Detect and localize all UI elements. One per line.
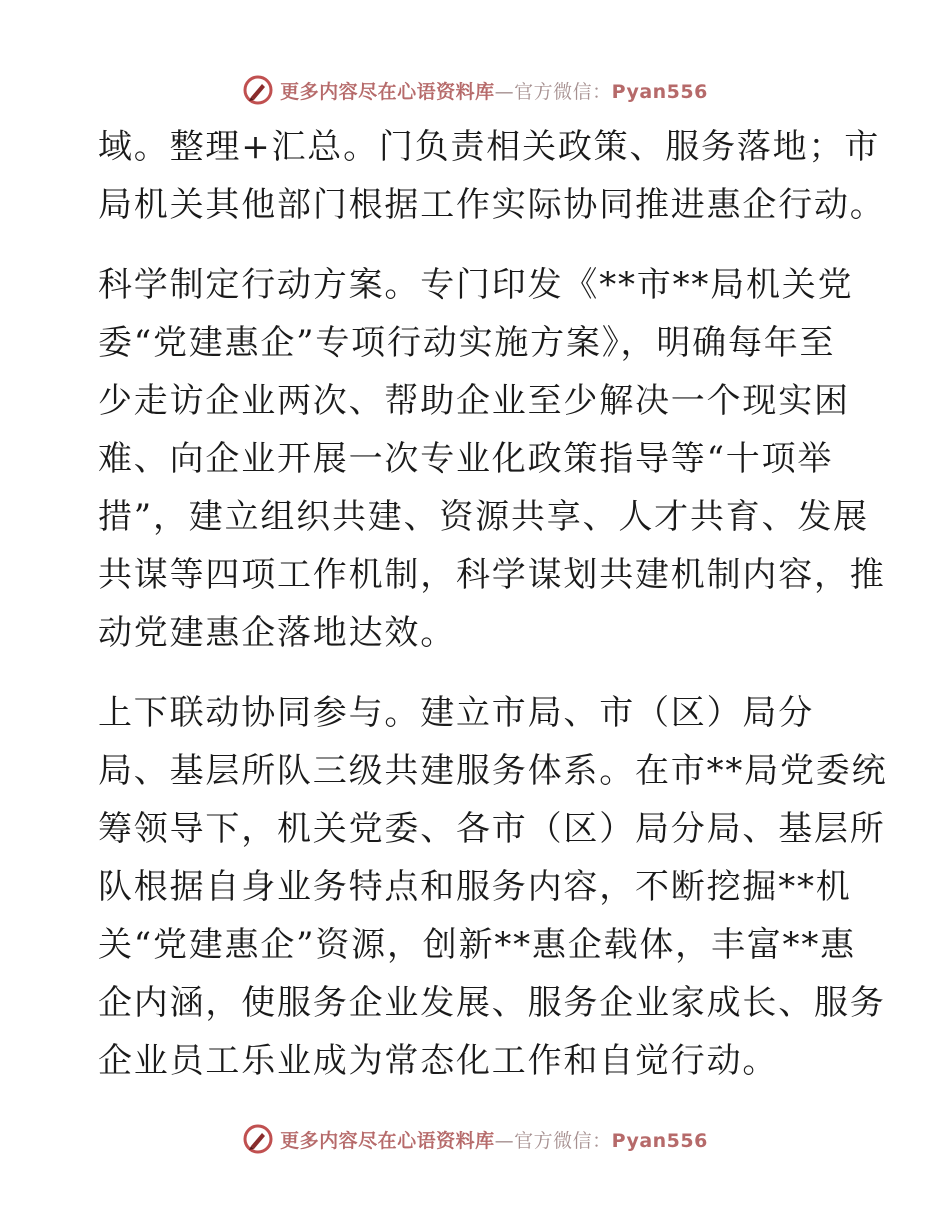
text-line: 筹领导下，机关党委、各市（区）局分局、基层所 xyxy=(98,809,886,849)
text-line: 局、基层所队三级共建服务体系。在市**局党委统 xyxy=(98,751,888,791)
watermark-main-text: 更多内容尽在心语资料库 xyxy=(280,80,495,103)
paragraph-2 xyxy=(98,256,886,662)
paragraph-1 xyxy=(98,118,886,234)
pen-logo-icon xyxy=(242,1123,274,1155)
watermark-sub-text: 官方微信： xyxy=(514,1129,612,1152)
document-body xyxy=(98,118,888,1090)
text-line: 企内涵，使服务企业发展、服务企业家成长、服务 xyxy=(98,983,886,1023)
text-line: 局机关其他部门根据工作实际协同推进惠企行动。 xyxy=(98,185,886,225)
text-line: 关“党建惠企”资源，创新**惠企载体，丰富**惠 xyxy=(98,925,856,965)
watermark-sub-text: 官方微信： xyxy=(514,80,612,103)
text-line: 域。整理+汇总。门负责相关政策、服务落地；市 xyxy=(98,127,881,167)
watermark-wechat-id: Pyan556 xyxy=(611,1129,708,1152)
pen-logo-icon xyxy=(242,74,274,106)
text-line: 委“党建惠企”专项行动实施方案》，明确每年至 xyxy=(98,323,836,363)
watermark-text xyxy=(280,1126,708,1153)
text-line: 科学制定行动方案。专门印发《**市**局机关党 xyxy=(98,265,854,305)
text-line: 上下联动协同参与。建立市局、市（区）局分 xyxy=(98,693,814,733)
text-line: 少走访企业两次、帮助企业至少解决一个现实困 xyxy=(98,381,850,421)
text-line: 队根据自身业务特点和服务内容，不断挖掘**机 xyxy=(98,867,852,907)
text-line: 措”，建立组织共建、资源共享、人才共育、发展 xyxy=(98,497,869,537)
paragraph-3 xyxy=(98,684,888,1090)
footer-watermark xyxy=(0,1122,950,1156)
watermark-text xyxy=(280,77,708,104)
text-line: 动党建惠企落地达效。 xyxy=(98,613,456,653)
watermark-dash: — xyxy=(494,1129,515,1152)
text-line: 企业员工乐业成为常态化工作和自觉行动。 xyxy=(98,1041,779,1081)
watermark-main-text: 更多内容尽在心语资料库 xyxy=(280,1129,495,1152)
text-line: 共谋等四项工作机制，科学谋划共建机制内容，推 xyxy=(98,555,886,595)
header-watermark xyxy=(0,73,950,107)
watermark-wechat-id: Pyan556 xyxy=(611,80,708,103)
text-line: 难、向企业开展一次专业化政策指导等“十项举 xyxy=(98,439,834,479)
watermark-dash: — xyxy=(494,80,515,103)
